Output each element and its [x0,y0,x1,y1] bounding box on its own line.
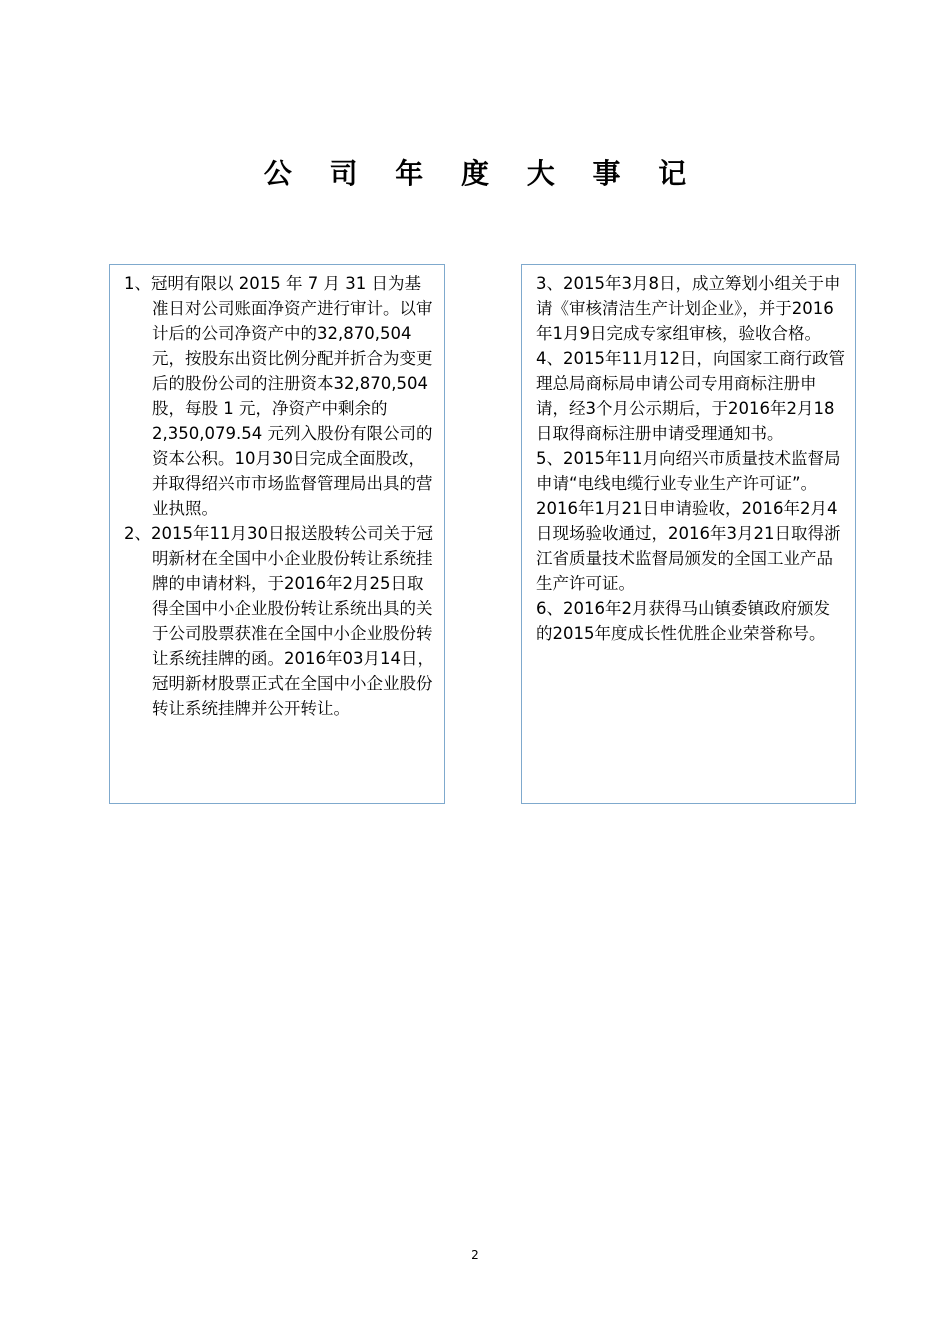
event-item-2: 2、2015年11月30日报送股转公司关于冠明新材在全国中小企业股份转让系统挂牌的申请材料，于2016年2月25日取得全国中小企业股份转让系统出具的关于公司股票获准在全国中小企业股份转让系统挂牌的函。2016年03月14日，冠明新材股票正式在全国中小企业股份转让系统挂牌并公开转让。 [124,524,434,718]
event-item-5: 5、2015年11月向绍兴市质量技术监督局申请“电线电缆行业专业生产许可证”。2016年1月21日申请验收，2016年2月4日现场验收通过，2016年3月21日取得浙江省质量技术监督局颁发的全国工业产品生产许可证。 [536,449,841,593]
event-item-1: 1、冠明有限以 2015 年 7 月 31 日为基准日对公司账面净资产进行审计。以审计后的公司净资产中的32,870,504元，按股东出资比例分配并折合为变更后的股份公司的注册资本32,870,504股，每股 1 元，净资产中剩余的2,350,079.54 元列入股份有限公司的资本公积。10月30日完成全面股改，并取得绍兴市市场监督管理局出具的营业执照。 [124,274,433,518]
page-title: 公 司 年 度 大 事 记 [263,157,701,190]
event-item-3: 3、2015年3月8日，成立筹划小组关于申请《审核清洁生产计划企业》，并于2016年1月9日完成专家组审核，验收合格。 [536,274,841,343]
event-item-6: 6、2016年2月获得马山镇委镇政府颁发的2015年度成长性优胜企业荣誉称号。 [536,599,830,643]
events-box-right [521,264,856,804]
event-item-4: 4、2015年11月12日，向国家工商行政管理总局商标局申请公司专用商标注册申请，经3个月公示期后，于2016年2月18日取得商标注册申请受理通知书。 [536,349,845,443]
events-box-left [109,264,445,804]
page-number: 2 [471,1248,479,1262]
